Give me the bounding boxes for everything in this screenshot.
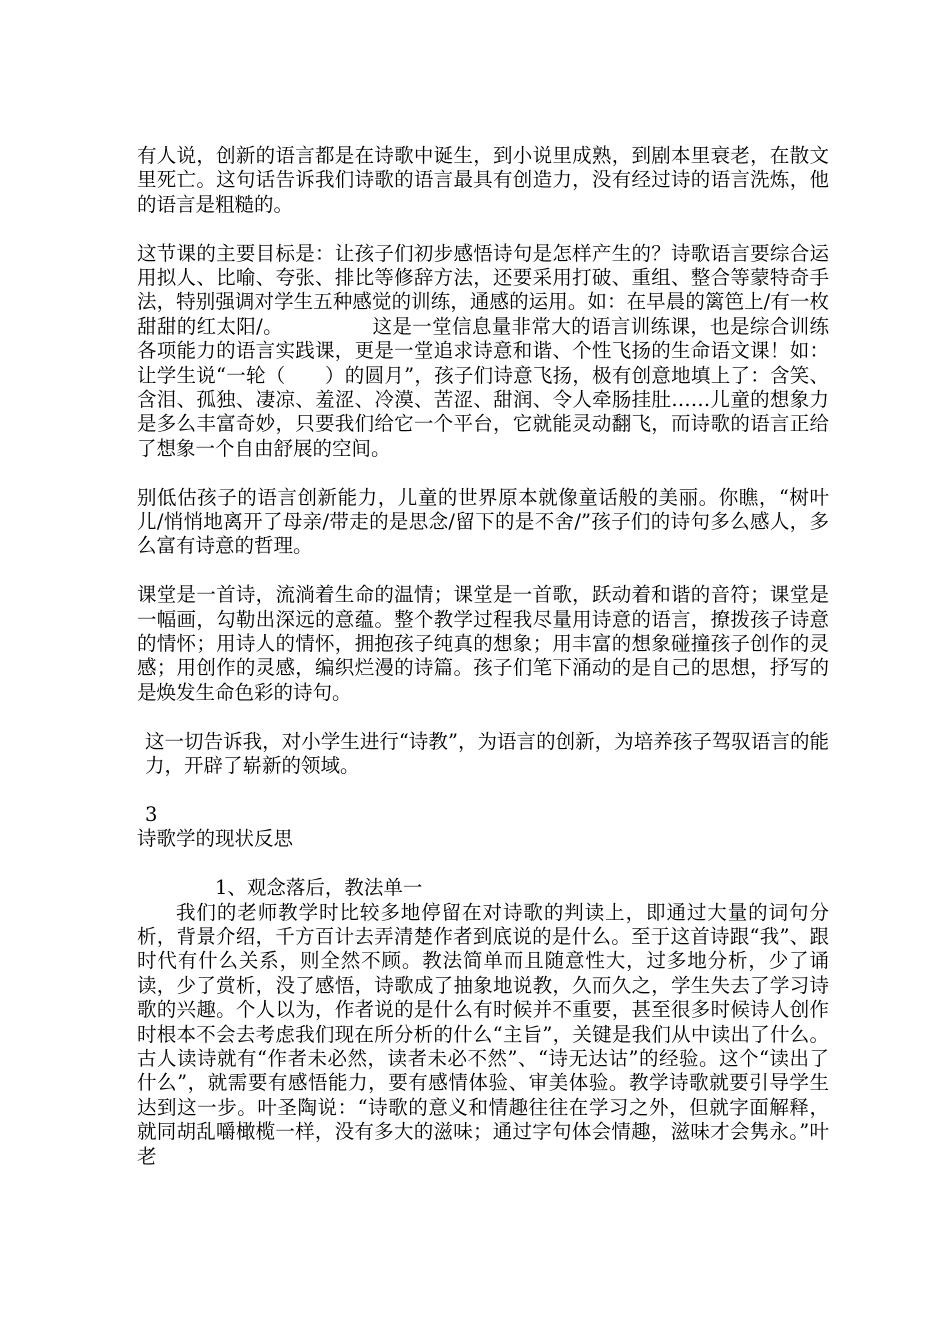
paragraph-creative-language: 有人说，创新的语言都是在诗歌中诞生，到小说里成熟，到剧本里衰老，在散文里死亡。这句话告诉我们诗歌的语言最具有创造力，没有经过诗的语言洗炼，他的语言是粗糙的。	[137, 144, 829, 216]
section-title: 诗歌学的现状反思	[137, 827, 294, 851]
paragraph-conclusion: 这一切告诉我，对小学生进行“诗教”，为语言的创新，为培养孩子驾驭语言的能力，开辟了崭新的领域。	[145, 729, 829, 778]
section-body: 我们的老师教学时比较多地停留在对诗歌的判读上，即通过大量的词句分析，背景介绍，千方百计去弄清楚作者到底说的是什么。至于这首诗跟“我”、跟时代有什么关系，则全然不顾。教法简单而且随意性大，过多地分析，少了诵读，少了赏析，没了感悟，诗歌成了抽象地说教，久而久之，学生失去了学习诗歌的兴趣。个人以为，作者说的是什么有时候并不重要，甚至很多时候诗人创作时根本不会去考虑我们现在所分析的什么“主旨”，关键是我们从中读出了什么。古人读诗就有“作者未必然，读者未必不然”、“诗无达诂”的经验。这个“读出了什么”，就需要有感悟能力，要有感情体验、审美体验。教学诗歌就要引导学生达到这一步。叶圣陶说：“诗歌的意义和情趣往往在学习之外，但就字面解释，就同胡乱嚼橄榄一样，没有多大的滋味；通过字句体会情趣，滋味才会隽永。”叶老	[137, 900, 829, 1168]
section-number: 3	[145, 802, 158, 826]
paragraph-lesson-goal: 这节课的主要目标是：让孩子们初步感悟诗句是怎样产生的？诗歌语言要综合运用拟人、比喻、夸张、排比等修辞方法，还要采用打破、重组、整合等蒙特奇手法，特别强调对学生五种感觉的训练，通感的运用。如：在早晨的篱笆上/有一枚甜甜的红太阳/。 这是一堂信息量非常大的语言训练课，也是综合训练各项能力的语言实践课，更是一堂追求诗意和谐、个性飞扬的生命语文课！如：让学生说“一轮（ ）的圆月”，孩子们诗意飞扬，极有创意地填上了：含笑、含泪、孤独、凄凉、羞涩、冷漠、苦涩、甜润、令人牵肠挂肚……儿童的想象力是多么丰富奇妙，只要我们给它一个平台，它就能灵动翻飞，而诗歌的语言正给了想象一个自由舒展的空间。	[137, 241, 829, 460]
subheading: 1、观念落后，教法单一	[215, 876, 423, 900]
document-page	[137, 144, 829, 1169]
paragraph-children-creativity: 别低估孩子的语言创新能力，儿童的世界原本就像童话般的美丽。你瞧，“树叶儿/悄悄地离开了母亲/带走的是思念/留下的是不舍/”孩子们的诗句多么感人，多么富有诗意的哲理。	[137, 485, 829, 558]
paragraph-classroom-poem: 课堂是一首诗，流淌着生命的温情；课堂是一首歌，跃动着和谐的音符；课堂是一幅画，勾勒出深远的意蕴。整个教学过程我尽量用诗意的语言，撩拨孩子诗意的情怀；用诗人的情怀，拥抱孩子纯真的想象；用丰富的想象碰撞孩子创作的灵感；用创作的灵感，编织烂漫的诗篇。孩子们笔下涌动的是自己的思想，抒写的是焕发生命色彩的诗句。	[137, 583, 829, 704]
